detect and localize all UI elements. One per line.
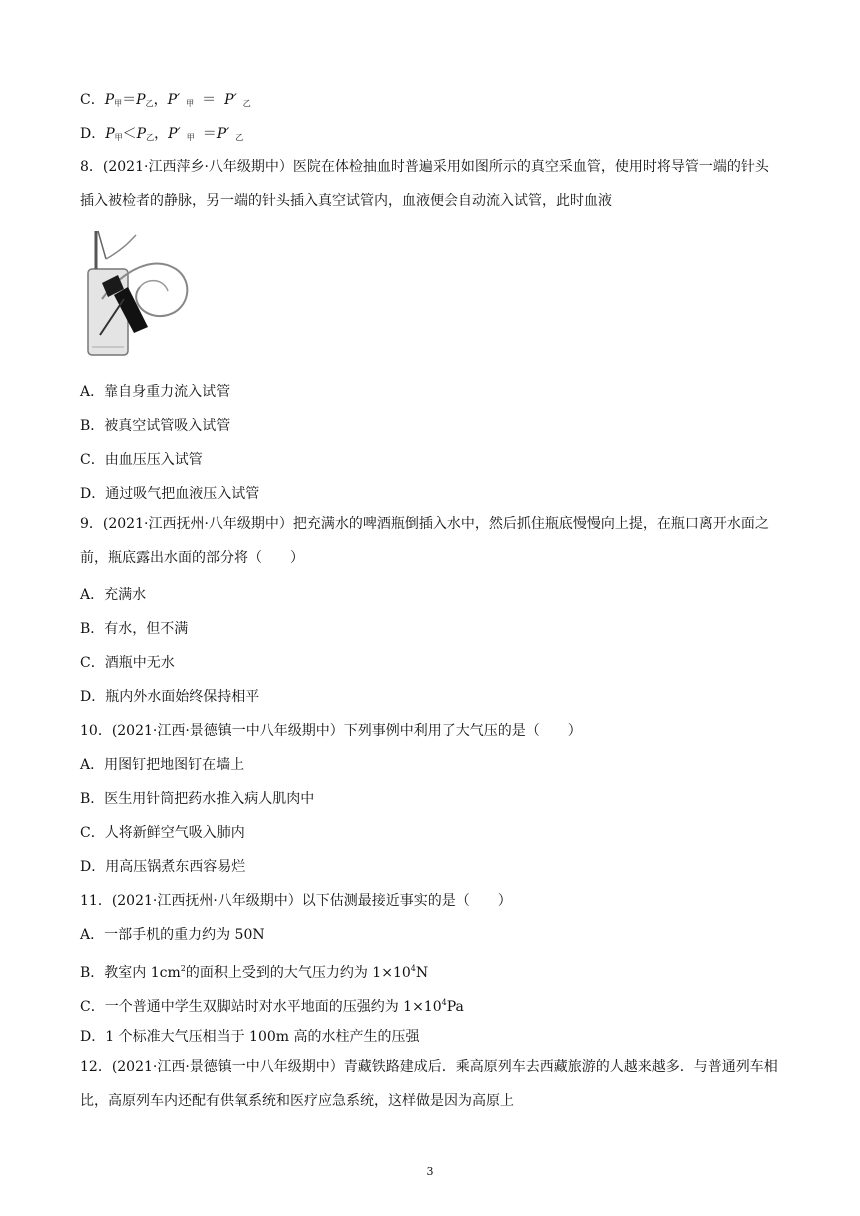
question-10-option-a: A．用图钉把地图钉在墙上 <box>80 757 245 773</box>
superscript: 2 <box>180 964 186 973</box>
question-10-option-b: B．医生用针筒把药水推入病人肌肉中 <box>80 791 315 807</box>
pressure-symbol: P <box>105 126 115 142</box>
question-11-option-b <box>80 959 428 983</box>
question-9-option-d: D．瓶内外水面始终保持相平 <box>80 689 260 705</box>
question-11-option-c <box>80 993 464 1017</box>
page-number: 3 <box>426 1165 434 1178</box>
question-9-stem: 9．(2021·江西抚州·八年级期中）把充满水的啤酒瓶倒插入水中，然后抓住瓶底慢慢向上提，在瓶口离开水面之前，瓶底露出水面的部分将（ ） <box>80 516 769 566</box>
question-8-option-a: A．靠自身重力流入试管 <box>80 384 231 400</box>
separator: ， <box>153 92 168 108</box>
prev-option-d <box>80 124 243 148</box>
subscript: 乙 <box>146 133 155 142</box>
pressure-symbol: P <box>136 126 147 142</box>
option-label: C． <box>80 92 105 108</box>
option-text: B．教室内 1cm <box>80 965 181 981</box>
question-10-option-c: C．人将新鲜空气吸入肺内 <box>80 825 245 841</box>
question-10-option-d: D．用高压锅煮东西容易烂 <box>80 859 246 875</box>
superscript: 4 <box>410 964 416 973</box>
unit: N <box>415 965 429 981</box>
subscript: 乙 <box>145 99 154 108</box>
subscript: 甲 <box>186 99 195 108</box>
relation-sign: ＝ <box>202 92 217 108</box>
separator: ， <box>154 126 169 142</box>
question-8-option-c: C．由血压压入试管 <box>80 452 203 468</box>
option-text: 的面积上受到的大气压力约为 1×10 <box>185 965 411 981</box>
question-10-stem: 10．(2021·江西·景德镇一中八年级期中）下列事例中利用了大气压的是（ ） <box>80 723 582 739</box>
question-8-option-b: B．被真空试管吸入试管 <box>80 418 231 434</box>
pressure-symbol: P <box>104 92 115 108</box>
superscript: 4 <box>441 998 447 1007</box>
question-9-option-c: C．酒瓶中无水 <box>80 655 175 671</box>
pressure-symbol: P <box>136 92 146 108</box>
question-9-option-a: A．充满水 <box>80 587 147 603</box>
prev-option-c <box>80 90 251 114</box>
pressure-prime-symbol: P′ <box>168 126 181 142</box>
subscript: 甲 <box>186 133 195 142</box>
relation-sign: ＝ <box>122 92 137 108</box>
pressure-prime-symbol: P′ <box>224 92 237 108</box>
option-label: D． <box>80 126 106 142</box>
subscript: 甲 <box>114 99 123 108</box>
question-8-option-d: D．通过吸气把血液压入试管 <box>80 486 260 502</box>
pressure-prime-symbol: P′ <box>216 126 230 142</box>
question-11-option-d: D．1 个标准大气压相当于 100m 高的水柱产生的压强 <box>80 1029 420 1045</box>
relation-sign: ＝ <box>202 126 217 142</box>
subscript: 甲 <box>114 133 123 142</box>
subscript: 乙 <box>242 99 251 108</box>
question-11-stem: 11．(2021·江西抚州·八年级期中）以下估测最接近事实的是（ ） <box>80 893 512 909</box>
question-11-option-a: A．一部手机的重力约为 50N <box>80 927 265 943</box>
relation-sign: ＜ <box>122 126 137 142</box>
question-8-stem: 8．(2021·江西萍乡·八年级期中）医院在体检抽血时普遍采用如图所示的真空采血管，使用时将导管一端的针头插入被检者的静脉，另一端的针头插入真空试管内，血液便会自动流入试管，此时血液 <box>80 159 769 209</box>
question-12-stem: 12．(2021·江西·景德镇一中八年级期中）青藏铁路建成后．乘高原列车去西藏旅游的人越来越多．与普通列车相比，高原列车内还配有供氧系统和医疗应急系统，这样做是因为高原上 <box>80 1059 778 1109</box>
vacuum-blood-tube-photo <box>84 229 196 357</box>
option-text: C．一个普通中学生双脚站时对水平地面的压强约为 1×10 <box>80 999 442 1015</box>
unit: Pa <box>446 999 464 1015</box>
pressure-prime-symbol: P′ <box>167 92 181 108</box>
question-9-option-b: B．有水，但不满 <box>80 621 189 637</box>
subscript: 乙 <box>235 133 244 142</box>
